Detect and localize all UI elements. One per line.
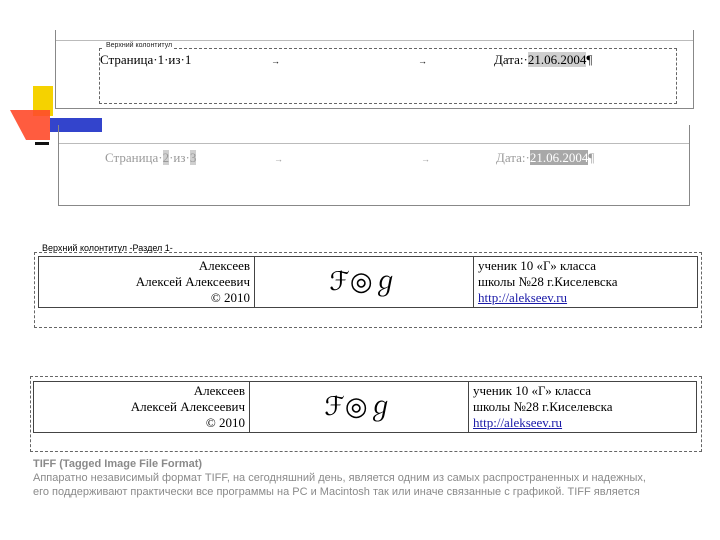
table2-author-surname: Алексеев: [193, 383, 245, 398]
table2-url-link[interactable]: http://alekseev.ru: [473, 415, 563, 430]
page1-top-line: [56, 40, 693, 41]
table1-author-cell[interactable]: [39, 257, 255, 308]
table2-school-line2: школы №28 г.Киселевска: [473, 399, 613, 414]
table2-school-cell[interactable]: [469, 382, 697, 433]
page1-header-area: [55, 30, 694, 109]
page2-date[interactable]: [496, 150, 594, 166]
decor-dash: [35, 142, 49, 145]
page2-pilcrow: ¶: [588, 150, 595, 165]
decor-red-shape: [10, 110, 50, 140]
body-line1: Аппаратно независимый формат TIFF, на сегодняшний день, является одним из самых распространенных и надежных,: [33, 472, 646, 484]
table1-author-surname: Алексеев: [198, 258, 250, 273]
page1-header-label: Верхний колонтитул: [106, 42, 173, 49]
page2-date-value: 21.06.2004: [529, 150, 589, 165]
page2-page-total: 3: [189, 150, 197, 165]
page1-date-value: 21.06.2004: [527, 52, 587, 67]
page2-page-mid: ·из·: [169, 150, 190, 165]
table2-copyright: © 2010: [205, 415, 245, 430]
table1-ornament-cell[interactable]: [255, 257, 474, 308]
body-heading: TIFF (Tagged Image File Format): [33, 458, 203, 470]
page1-pilcrow: ¶: [586, 52, 593, 67]
page1-date-label: Дата:·: [494, 52, 528, 67]
page2-date-label: Дата:·: [496, 150, 530, 165]
table2-author-cell[interactable]: [34, 382, 250, 433]
table1-url-link[interactable]: http://alekseev.ru: [478, 290, 568, 305]
page2-tab-arrow-2: →: [421, 154, 430, 164]
page2-tab-arrow-1: →: [274, 154, 283, 164]
table1-school-cell[interactable]: [474, 257, 698, 308]
table1-author-fullname: Алексей Алексеевич: [135, 274, 250, 289]
page2-header-area: [58, 125, 690, 206]
page2-page-prefix: Страница·: [105, 150, 163, 165]
table1: [38, 256, 698, 308]
page1-tab-arrow-2: →: [418, 56, 427, 66]
page2-page-current: 2: [162, 150, 170, 165]
table1-copyright: © 2010: [210, 290, 250, 305]
table2-ornament-cell[interactable]: [250, 382, 469, 433]
table1-school-line2: школы №28 г.Киселевска: [478, 274, 618, 289]
page1-page-number[interactable]: Страница·1·из·1: [100, 52, 192, 67]
page1-date[interactable]: [494, 52, 592, 68]
table2: [33, 381, 697, 433]
table2-author-fullname: Алексей Алексеевич: [130, 399, 245, 414]
table2-school-line1: ученик 10 «Г» класса: [473, 383, 592, 398]
ornament-icon: ℱ◎ℊ: [329, 267, 399, 296]
section-header-label: Верхний колонтитул -Раздел 1-: [42, 243, 173, 253]
document-body[interactable]: [33, 457, 703, 499]
page1-tab-arrow-1: →: [271, 56, 280, 66]
page2-top-line: [59, 143, 689, 144]
table1-school-line1: ученик 10 «Г» класса: [478, 258, 597, 273]
ornament-icon: ℱ◎ℊ: [324, 392, 394, 421]
page2-page-number[interactable]: [105, 150, 196, 166]
body-line2: его поддерживают практически все программы на PC и Macintosh так или иначе связанные с графикой. TIFF является: [33, 486, 640, 498]
